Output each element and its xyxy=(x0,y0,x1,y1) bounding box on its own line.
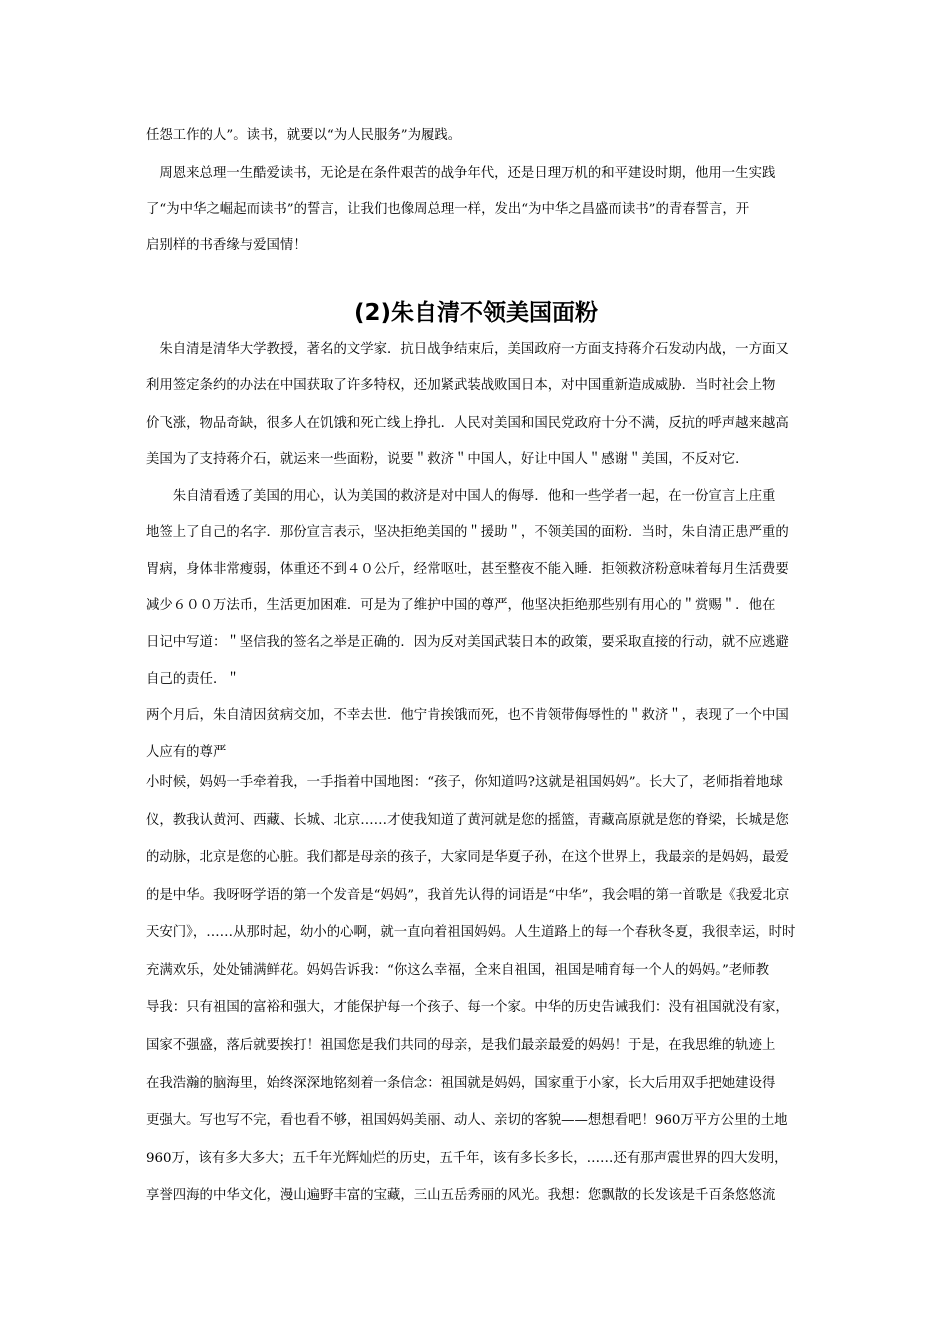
body-line: 朱自清看透了美国的用心，认为美国的救济是对中国人的侮辱．他和一些学者一起，在一份宣言上庄重 xyxy=(146,489,776,504)
body-line: 朱自清是清华大学教授，著名的文学家．抗日战争结束后，美国政府一方面支持蒋介石发动内战，一方面又 xyxy=(146,342,789,357)
body-line: 人应有的尊严 xyxy=(146,745,227,760)
body-line: 小时候，妈妈一手牵着我，一手指着中国地图：“孩子，你知道吗?这就是祖国妈妈”。长大了，老师指着地球 xyxy=(146,775,783,790)
body-line: 960万，该有多大多大；五千年光辉灿烂的历史，五千年，该有多长多长，……还有那声震世界的四大发明， xyxy=(146,1151,788,1166)
body-line: 的动脉，北京是您的心脏。我们都是母亲的孩子，大家同是华夏子孙，在这个世界上，我最亲的是妈妈，最爱 xyxy=(146,850,789,865)
body-line: 导我：只有祖国的富裕和强大，才能保护每一个孩子、每一个家。中华的历史告诫我们：没有祖国就没有家， xyxy=(146,1000,789,1015)
section-title: (2)朱自清不领美国面粉 xyxy=(353,300,599,326)
body-line: 启别样的书香缘与爱国情！ xyxy=(146,238,307,253)
body-line: 利用签定条约的办法在中国获取了许多特权，还加紧武装战败国日本，对中国重新造成威胁．当时社会上物 xyxy=(146,378,776,393)
body-line: 周恩来总理一生酷爱读书，无论是在条件艰苦的战争年代，还是日理万机的和平建设时期，他用一生实践 xyxy=(146,166,776,181)
body-line: 的是中华。我呀呀学语的第一个发音是“妈妈”，我首先认得的词语是“中华”，我会唱的第一首歌是《我爱北京 xyxy=(146,888,790,903)
body-line: 仪，教我认黄河、西藏、长城、北京……才使我知道了黄河就是您的摇篮，青藏高原就是您的脊梁，长城是您 xyxy=(146,813,789,828)
body-line: 胃病，身体非常瘦弱，体重还不到４０公斤，经常呕吐，甚至整夜不能入睡．拒领救济粉意味着每月生活费要 xyxy=(146,562,789,577)
body-line: 享誉四海的中华文化，漫山遍野丰富的宝藏，三山五岳秀丽的风光。我想：您飘散的长发该是千百条悠悠流 xyxy=(146,1188,776,1203)
body-line: 任怨工作的人”。读书，就要以“为人民服务”为履践。 xyxy=(146,128,462,143)
body-line: 美国为了支持蒋介石，就运来一些面粉，说要＂救济＂中国人，好让中国人＂感谢＂美国，不反对它． xyxy=(146,452,749,467)
body-line: 更强大。写也写不完，看也看不够，祖国妈妈美丽、动人、亲切的客貌——想想看吧！960万平方公里的土地 xyxy=(146,1113,788,1128)
body-line: 天安门》，……从那时起，幼小的心啊，就一直向着祖国妈妈。人生道路上的每一个春秋冬夏，我很幸运，时时 xyxy=(146,925,796,940)
body-line: 两个月后，朱自清因贫病交加，不幸去世．他宁肯挨饿而死，也不肯领带侮辱性的＂救济＂，表现了一个中国 xyxy=(146,708,789,723)
body-line: 了“为中华之崛起而读书”的誓言，让我们也像周总理一样，发出“为中华之昌盛而读书”的青春誓言，开 xyxy=(146,202,750,217)
body-line: 国家不强盛，落后就要挨打！祖国您是我们共同的母亲，是我们最亲最爱的妈妈！于是，在我思维的轨迹上 xyxy=(146,1038,776,1053)
body-line: 价飞涨，物品奇缺，很多人在饥饿和死亡线上挣扎．人民对美国和国民党政府十分不满，反抗的呼声越来越高 xyxy=(146,416,789,431)
body-line: 在我浩瀚的脑海里，始终深深地铭刻着一条信念：祖国就是妈妈，国家重于小家，长大后用双手把她建设得 xyxy=(146,1076,776,1091)
body-line: 减少６００万法币，生活更加困难．可是为了维护中国的尊严，他坚决拒绝那些别有用心的＂赏赐＂．他在 xyxy=(146,598,776,613)
body-line: 地签上了自己的名字．那份宣言表示，坚决拒绝美国的＂援助＂，不领美国的面粉．当时，朱自清正患严重的 xyxy=(146,525,789,540)
body-line: 自己的责任．＂ xyxy=(146,672,240,687)
body-line: 充满欢乐，处处铺满鲜花。妈妈告诉我：“你这么幸福，全来自祖国，祖国是哺育每一个人的妈妈。”老师教 xyxy=(146,963,769,978)
body-line: 日记中写道：＂坚信我的签名之举是正确的．因为反对美国武装日本的政策，要采取直接的行动，就不应逃避 xyxy=(146,635,789,650)
